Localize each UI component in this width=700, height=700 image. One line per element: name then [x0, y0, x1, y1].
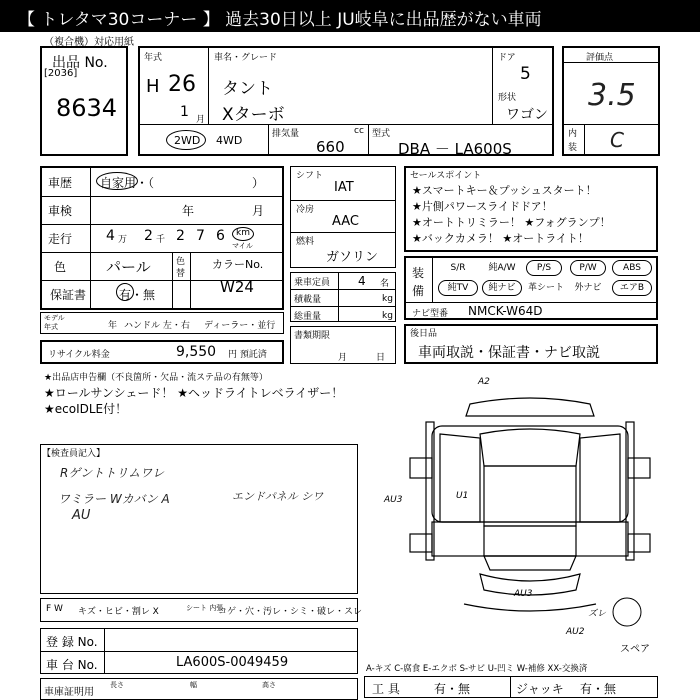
warranty-label: 保証書: [50, 288, 87, 302]
doc-period-label: 書類期限: [294, 331, 331, 341]
inspector-side: エンドパネル シワ: [232, 490, 324, 503]
man-unit: 万: [118, 235, 128, 245]
shape-label: 形状: [498, 93, 517, 103]
mileage-digit-2: 7: [196, 228, 205, 244]
mark-u1: U1: [456, 491, 469, 501]
mark-au2: AU2: [566, 627, 585, 637]
inspection-month: 月: [252, 204, 265, 218]
inspector-line-1: Rゲントトリムワレ: [60, 466, 165, 480]
doors: 5: [520, 64, 531, 84]
lot-label: 出品 No.: [52, 55, 108, 71]
drive-4wd: 4WD: [216, 134, 243, 147]
fw-label: F W: [46, 604, 63, 614]
lot-number: 8634: [56, 94, 118, 122]
equip-pw: P/W: [570, 260, 606, 276]
warranty-value: 有・無: [119, 288, 156, 302]
dealer: ディーラー・並行: [204, 321, 276, 331]
equip-airbag: エアB: [612, 280, 652, 296]
km-unit: km: [236, 228, 250, 238]
inspection-label: 車検: [48, 204, 73, 218]
mark-au3-rear: AU3: [514, 589, 533, 599]
color-no: W24: [220, 278, 254, 296]
interior-label-1: 内: [568, 129, 578, 139]
mile-unit: マイル: [232, 242, 253, 250]
color-no-label: カラーNo.: [212, 258, 264, 271]
equip-label-1: 装: [412, 266, 425, 280]
sen-unit: 千: [156, 235, 166, 245]
post-install-label: 後日品: [410, 329, 438, 339]
doc-period-day: 日: [376, 353, 386, 363]
subnote: （複合機）対応用紙: [44, 37, 134, 48]
score-label: 評価点: [586, 53, 614, 63]
shop-note-1: ★ロールサンシェード！ ★ヘッドライトレベライザー！: [44, 386, 344, 400]
recycle-fee: 9,550: [176, 344, 217, 360]
mark-zure: ズレ: [588, 609, 607, 619]
model-year-label-1: モデル: [44, 314, 65, 322]
fuel: ガソリン: [326, 250, 379, 265]
mark-au3-left: AU3: [384, 495, 403, 505]
color-change-2: 替: [176, 269, 186, 279]
year: 26: [168, 72, 196, 97]
capacity-label: 乗車定員: [294, 278, 331, 288]
cert-label: 車庫証明用: [44, 687, 94, 698]
tools-label: 工 具: [372, 682, 400, 696]
sales-point-1: ★スマートキー＆プッシュスタート！: [412, 184, 597, 197]
gross-unit: kg: [382, 311, 393, 321]
legend: A-キズ C-腐食 E-エクボ S-サビ U-凹ミ W-補修 XX-交換済: [366, 664, 588, 674]
post-install-value: 車両取説・保証書・ナビ取説: [418, 345, 600, 361]
fw-text: キズ・ヒビ・割レ X: [78, 607, 159, 617]
equip-navi: 純ナビ: [482, 280, 522, 296]
equip-label-2: 備: [412, 284, 425, 298]
dim-length: 長さ: [110, 681, 124, 689]
seat-text: コゲ・穴・汚レ・シミ・破レ・スレ: [218, 607, 363, 617]
equip-abs: ABS: [612, 260, 652, 276]
lot-small-code: [2036]: [44, 68, 78, 79]
capacity-unit: 名: [380, 279, 390, 289]
model-year-label-2: 年式: [44, 323, 58, 331]
displacement: 660: [316, 138, 345, 156]
shape: ワゴン: [506, 107, 548, 123]
gross-label: 総重量: [294, 312, 322, 322]
drive-2wd: 2WD: [174, 134, 201, 147]
jack-value: 有・無: [580, 682, 617, 696]
equip-leather: 革シート: [527, 283, 564, 293]
ac: AAC: [332, 214, 359, 229]
equip-tv: 純TV: [438, 280, 478, 296]
spare-label: スペア: [620, 644, 650, 655]
load-label: 積載量: [294, 295, 322, 305]
inspection-year: 年: [182, 204, 195, 218]
equip-ps: P/S: [526, 260, 562, 276]
shift: IAT: [334, 180, 354, 195]
mileage-digit-3: 6: [216, 228, 225, 244]
name-label: 車名・グレード: [214, 53, 278, 63]
equip-alloy: 純A/W: [488, 263, 516, 273]
banner-title: 【 トレタマ30コーナー 】 過去30日以上 JU岐阜に出品歴がない車両: [18, 10, 542, 30]
model-year: 年: [108, 321, 118, 331]
doc-period-month: 月: [338, 353, 348, 363]
history-value: 自家用・（: [100, 176, 155, 190]
fuel-label: 燃料: [296, 237, 315, 247]
sales-point-3: ★オートトリミラー！ ★フォグランプ！: [412, 216, 611, 229]
car-diagram: [380, 374, 680, 674]
mileage-sen: 2: [144, 228, 153, 244]
displacement-label: 排気量: [272, 129, 300, 139]
seat-label: シート 内張: [186, 604, 224, 612]
handle: ハンドル 左・右: [124, 321, 190, 331]
chassis-number: LA600S-0049459: [176, 655, 289, 670]
equip-sr: S/R: [450, 263, 466, 273]
sales-points-label: セールスポイント: [410, 171, 482, 181]
dim-height: 高さ: [262, 681, 276, 689]
door-label: ドア: [498, 53, 516, 63]
interior-score: C: [610, 128, 624, 152]
reg-label: 登 録 No.: [46, 635, 98, 649]
nav-label: ナビ型番: [412, 309, 449, 319]
dim-width: 幅: [190, 681, 197, 689]
model: DBA － LA600S: [398, 140, 512, 158]
sales-point-4: ★バックカメラ！ ★オートライト！: [412, 232, 589, 245]
color-change-1: 色: [176, 257, 186, 267]
color: パール: [106, 258, 151, 276]
load-unit: kg: [382, 294, 393, 304]
inspector-label: 【検査員記入】: [42, 449, 106, 459]
chassis-label: 車 台 No.: [46, 658, 98, 672]
model-label: 型式: [372, 129, 391, 139]
inspector-line-3: AU: [72, 508, 91, 523]
shop-note-2: ★ecoIDLE付！: [44, 402, 128, 416]
cc-unit: cc: [354, 126, 364, 136]
ac-label: 冷房: [296, 205, 315, 215]
month: 1: [180, 104, 189, 120]
car-name: タント: [222, 79, 273, 99]
equip-ext-navi: 外ナビ: [574, 283, 602, 293]
history-label: 車歴: [48, 176, 73, 190]
mark-a2: A2: [478, 377, 490, 387]
history-close: ）: [252, 176, 265, 190]
car-grade: Xターボ: [222, 105, 285, 125]
month-unit: 月: [196, 115, 206, 125]
recycle-unit: 円 預託済: [228, 350, 267, 360]
shop-notes-label: ★出品店申告欄（不良箇所・欠品・流ステ品の有無等）: [44, 373, 268, 383]
capacity: 4: [358, 274, 366, 288]
tools-value: 有・無: [434, 682, 471, 696]
mileage-label: 走行: [48, 232, 73, 246]
year-label: 年式: [144, 53, 163, 63]
sales-point-2: ★片側パワースライドドア！: [412, 200, 553, 213]
color-label: 色: [54, 260, 67, 274]
interior-label-2: 装: [568, 143, 578, 153]
recycle-label: リサイクル料金: [48, 350, 110, 360]
nav-model: NMCK-W64D: [468, 304, 543, 318]
inspector-line-2: ワミラー Wカバン A: [58, 492, 170, 506]
jack-label: ジャッキ: [516, 682, 564, 696]
score-value: 3.5: [588, 78, 636, 113]
shift-label: シフト: [296, 171, 324, 181]
era: H: [146, 76, 160, 97]
mileage-digit-1: 2: [176, 228, 185, 244]
mileage-man: 4: [106, 228, 115, 244]
